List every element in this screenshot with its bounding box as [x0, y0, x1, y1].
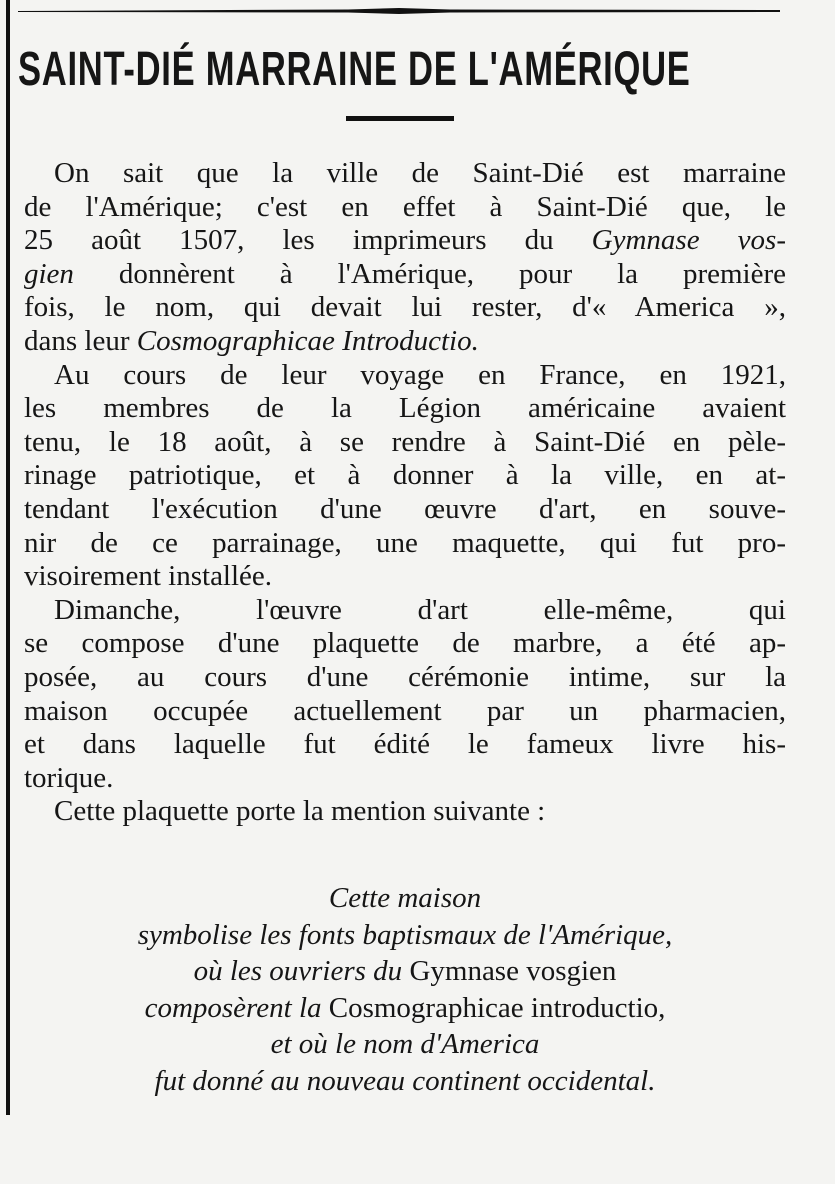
text-line — [24, 695, 786, 729]
text: On sait que la ville de Saint-Dié est marraine — [54, 157, 786, 189]
text: 25 août 1507, les imprimeurs du — [24, 224, 592, 257]
article-body — [24, 157, 786, 829]
text-line — [24, 661, 786, 695]
italic-text: gien — [24, 257, 74, 290]
text-line — [24, 157, 786, 191]
text-line — [24, 325, 786, 359]
text: Cette plaquette porte la mention suivante : — [54, 795, 546, 828]
inscription-line — [24, 917, 786, 954]
text-line — [24, 560, 786, 594]
inscription-line — [24, 953, 786, 990]
article-headline: SAINT-DIÉ MARRAINE DE L'AMÉRIQUE — [18, 43, 691, 96]
top-ornamental-rule — [18, 8, 780, 14]
text: fois, le nom, qui devait lui rester, d'« America », — [24, 291, 786, 324]
inscription-line — [24, 990, 786, 1027]
italic-text: composèrent la — [144, 991, 329, 1024]
italic-text: fut donné au nouveau continent occidental. — [154, 1064, 656, 1097]
text-line — [24, 291, 786, 325]
text: tenu, le 18 août, à se rendre à Saint-Dié en pèle- — [24, 425, 786, 458]
inscription-line — [24, 1063, 786, 1100]
text: Gymnase vosgien — [409, 955, 617, 987]
text: et dans laquelle fut édité le fameux livre his- — [24, 728, 786, 761]
inscription-line — [24, 880, 786, 917]
italic-text: Cette maison — [328, 882, 482, 914]
text-line — [24, 191, 786, 225]
text: Dimanche, l'œuvre d'art elle-même, qui — [54, 593, 786, 626]
italic-text: Gymnase vos- — [591, 224, 786, 257]
text-line — [24, 459, 786, 493]
text-line — [24, 627, 786, 661]
text: visoirement installée. — [24, 560, 273, 593]
text-line — [24, 359, 786, 393]
italic-text: où les ouvriers du — [193, 955, 410, 987]
text: de l'Amérique; c'est en effet à Saint-Dié que, le — [24, 190, 786, 223]
text-line — [24, 224, 786, 258]
text: torique. — [24, 761, 114, 794]
text: se compose d'une plaquette de marbre, a été ap- — [24, 627, 786, 660]
text: nir de ce parrainage, une maquette, qui fut pro- — [24, 526, 786, 559]
text: tendant l'exécution d'une œuvre d'art, en souve- — [24, 492, 786, 525]
text-line — [24, 493, 786, 527]
column-border — [6, 0, 10, 1115]
text-line — [24, 258, 786, 292]
text-line — [24, 426, 786, 460]
text: posée, au cours d'une cérémonie intime, sur la — [24, 660, 786, 693]
italic-text: et où le nom d'America — [270, 1028, 540, 1060]
text: Cosmographicae introductio, — [328, 991, 666, 1024]
italic-text: Cosmographicae Introductio. — [136, 324, 479, 357]
italic-text: symbolise les fonts baptismaux de l'Amérique, — [137, 918, 673, 951]
text-line — [24, 594, 786, 628]
text: les membres de la Légion américaine avaient — [24, 392, 786, 425]
plaque-inscription — [24, 880, 786, 1099]
text-line — [24, 728, 786, 762]
text: Au cours de leur voyage en France, en 1921, — [54, 358, 786, 391]
text-line — [24, 795, 786, 829]
text: dans leur — [24, 324, 137, 357]
text: rinage patriotique, et à donner à la ville, en at- — [24, 459, 786, 492]
text-line — [24, 392, 786, 426]
inscription-line — [24, 1026, 786, 1063]
text: maison occupée actuellement par un pharmacien, — [24, 694, 786, 727]
headline-underline — [346, 116, 454, 121]
text-line — [24, 527, 786, 561]
text: donnèrent à l'Amérique, pour la première — [73, 257, 786, 290]
text-line — [24, 762, 786, 796]
